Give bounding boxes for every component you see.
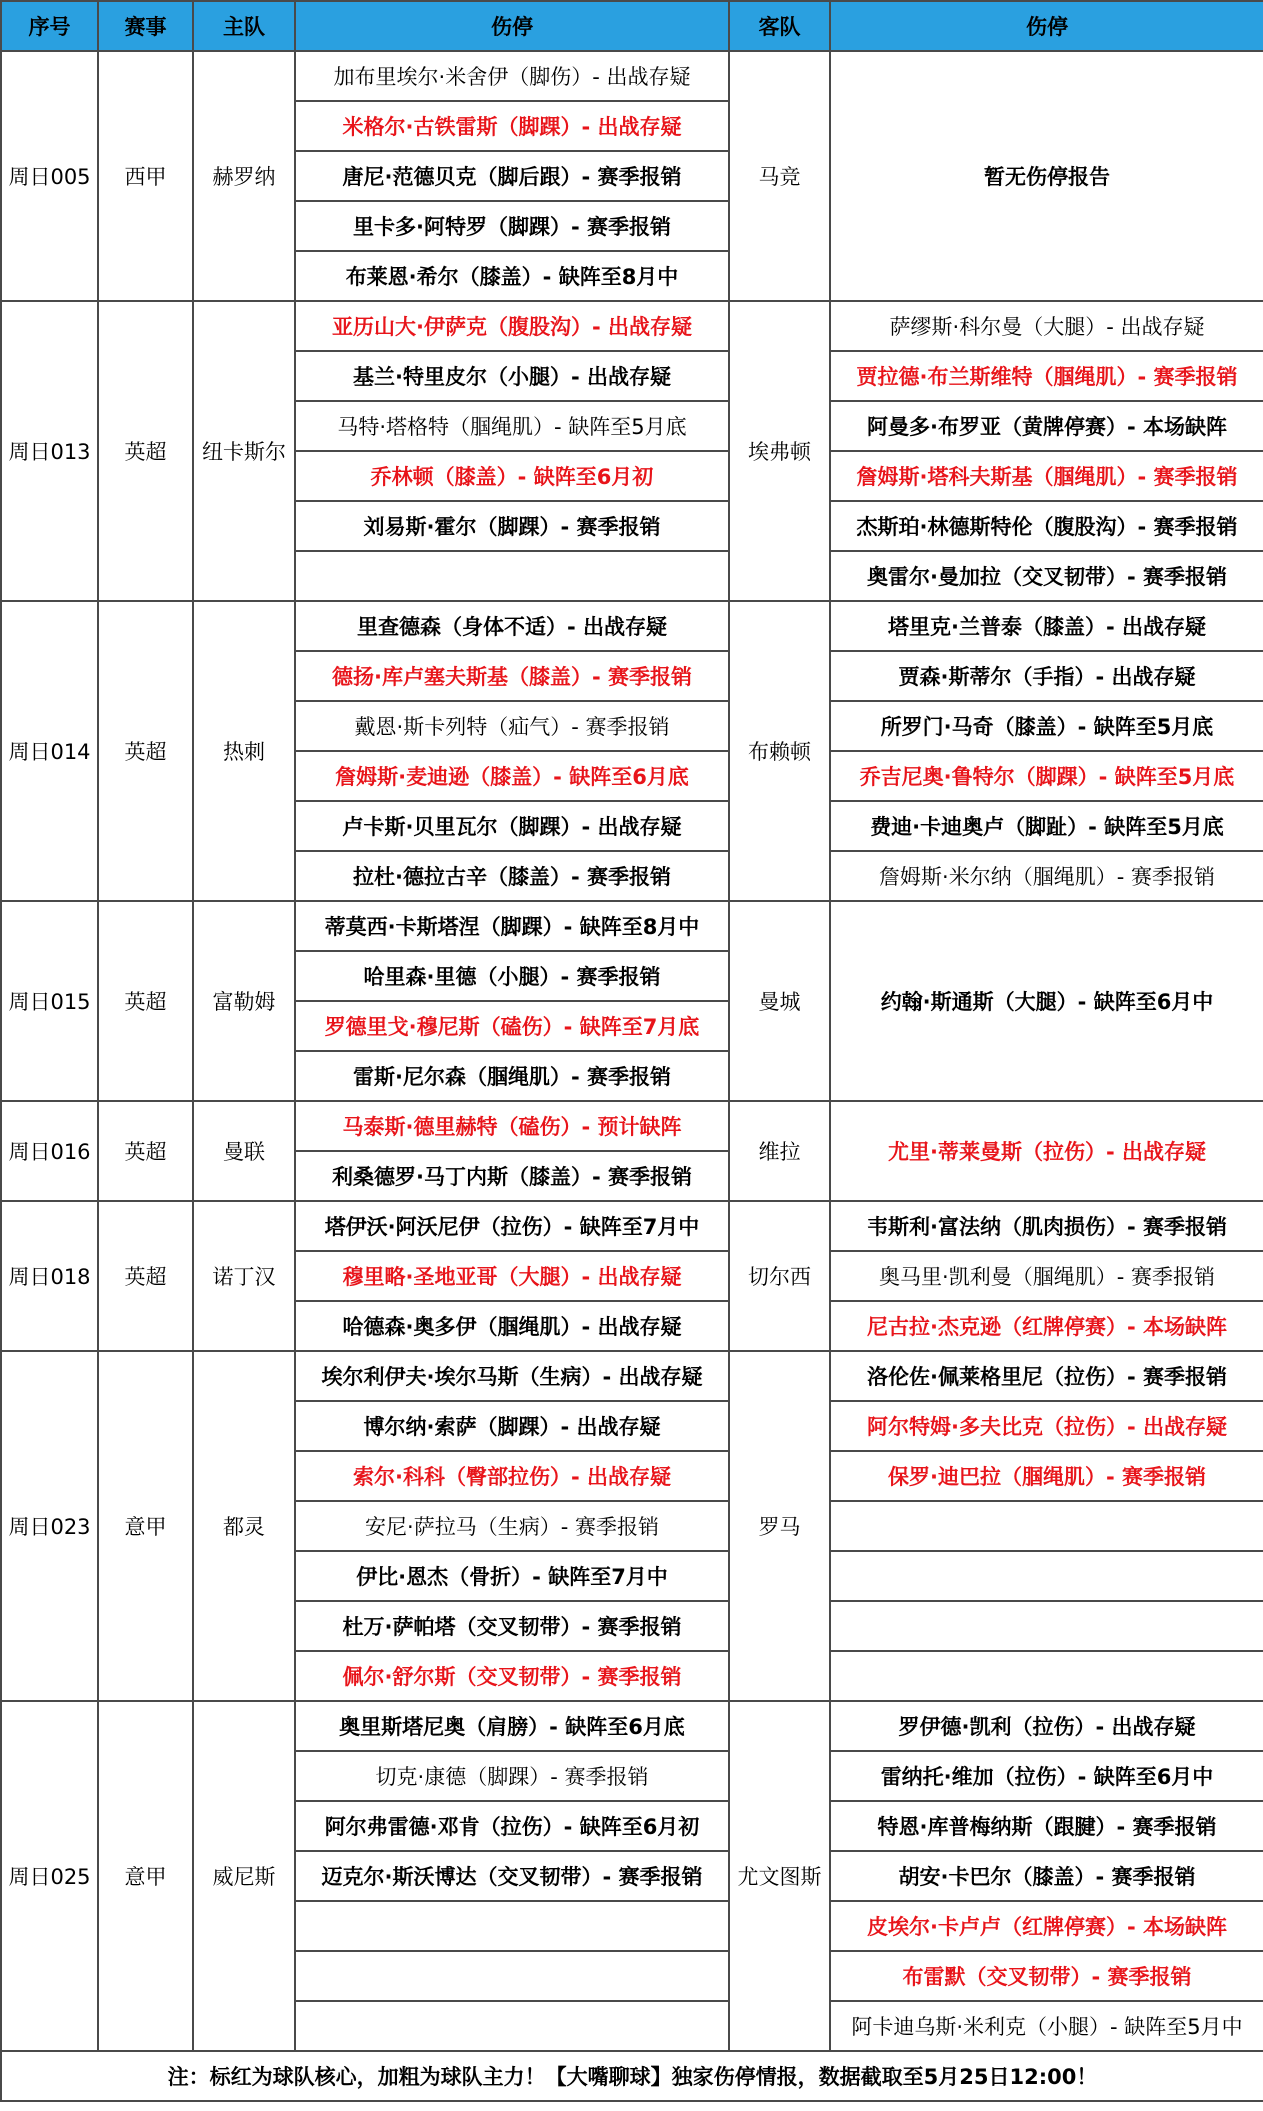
away-injury-cell: 阿尔特姆·多夫比克（拉伤）- 出战存疑	[830, 1401, 1263, 1451]
home-injury-cell: 唐尼·范德贝克（脚后跟）- 赛季报销	[295, 151, 729, 201]
match-seq: 周日023	[1, 1351, 98, 1701]
home-injury-cell: 雷斯·尼尔森（腘绳肌）- 赛季报销	[295, 1051, 729, 1101]
home-injury-cell: 穆里略·圣地亚哥（大腿）- 出战存疑	[295, 1251, 729, 1301]
away-injury-cell: 阿曼多·布罗亚（黄牌停赛）- 本场缺阵	[830, 401, 1263, 451]
home-injury-cell: 杜万·萨帕塔（交叉韧带）- 赛季报销	[295, 1601, 729, 1651]
home-injury-cell: 里卡多·阿特罗（脚踝）- 赛季报销	[295, 201, 729, 251]
home-team: 都灵	[193, 1351, 295, 1701]
away-injury-cell: 布雷默（交叉韧带）- 赛季报销	[830, 1951, 1263, 2001]
away-team: 马竞	[729, 51, 830, 301]
away-injury-cell: 雷纳托·维加（拉伤）- 缺阵至6月中	[830, 1751, 1263, 1801]
header-league: 赛事	[98, 1, 193, 51]
away-injury-cell: 所罗门·马奇（膝盖）- 缺阵至5月底	[830, 701, 1263, 751]
home-team: 赫罗纳	[193, 51, 295, 301]
home-injury-cell: 罗德里戈·穆尼斯（磕伤）- 缺阵至7月底	[295, 1001, 729, 1051]
match-seq: 周日013	[1, 301, 98, 601]
home-injury-cell: 基兰·特里皮尔（小腿）- 出战存疑	[295, 351, 729, 401]
match-league: 英超	[98, 1101, 193, 1201]
home-injury-cell: 米格尔·古铁雷斯（脚踝）- 出战存疑	[295, 101, 729, 151]
home-injury-cell	[295, 1951, 729, 2001]
table-row	[1, 1351, 1263, 1401]
home-injury-cell: 哈里森·里德（小腿）- 赛季报销	[295, 951, 729, 1001]
home-injury-cell: 戴恩·斯卡列特（疝气）- 赛季报销	[295, 701, 729, 751]
away-injury-cell: 乔吉尼奥·鲁特尔（脚踝）- 缺阵至5月底	[830, 751, 1263, 801]
table-row	[1, 601, 1263, 651]
match-league: 意甲	[98, 1701, 193, 2051]
header-home: 主队	[193, 1, 295, 51]
match-seq: 周日014	[1, 601, 98, 901]
table-row	[1, 301, 1263, 351]
away-injury-cell: 贾森·斯蒂尔（手指）- 出战存疑	[830, 651, 1263, 701]
home-team: 富勒姆	[193, 901, 295, 1101]
table-row	[1, 901, 1263, 951]
header-away: 客队	[729, 1, 830, 51]
away-injury-cell: 韦斯利·富法纳（肌肉损伤）- 赛季报销	[830, 1201, 1263, 1251]
away-injury-cell: 尤里·蒂莱曼斯（拉伤）- 出战存疑	[830, 1101, 1263, 1201]
home-injury-cell: 埃尔利伊夫·埃尔马斯（生病）- 出战存疑	[295, 1351, 729, 1401]
home-injury-cell: 德扬·库卢塞夫斯基（膝盖）- 赛季报销	[295, 651, 729, 701]
home-injury-cell: 亚历山大·伊萨克（腹股沟）- 出战存疑	[295, 301, 729, 351]
home-injury-cell: 蒂莫西·卡斯塔涅（脚踝）- 缺阵至8月中	[295, 901, 729, 951]
away-injury-cell: 特恩·库普梅纳斯（跟腱）- 赛季报销	[830, 1801, 1263, 1851]
away-team: 布赖顿	[729, 601, 830, 901]
home-team: 诺丁汉	[193, 1201, 295, 1351]
away-injury-cell: 贾拉德·布兰斯维特（腘绳肌）- 赛季报销	[830, 351, 1263, 401]
away-injury-cell	[830, 1501, 1263, 1551]
home-injury-cell: 哈德森·奥多伊（腘绳肌）- 出战存疑	[295, 1301, 729, 1351]
home-team: 纽卡斯尔	[193, 301, 295, 601]
home-injury-cell: 伊比·恩杰（骨折）- 缺阵至7月中	[295, 1551, 729, 1601]
home-injury-cell	[295, 1901, 729, 1951]
home-injury-cell: 马泰斯·德里赫特（磕伤）- 预计缺阵	[295, 1101, 729, 1151]
home-team: 威尼斯	[193, 1701, 295, 2051]
home-injury-cell: 佩尔·舒尔斯（交叉韧带）- 赛季报销	[295, 1651, 729, 1701]
away-injury-cell: 萨缪斯·科尔曼（大腿）- 出战存疑	[830, 301, 1263, 351]
match-league: 英超	[98, 1201, 193, 1351]
home-injury-cell: 切克·康德（脚踝）- 赛季报销	[295, 1751, 729, 1801]
away-injury-cell	[830, 1551, 1263, 1601]
match-league: 意甲	[98, 1351, 193, 1701]
away-injury-cell: 阿卡迪乌斯·米利克（小腿）- 缺阵至5月中	[830, 2001, 1263, 2051]
match-seq: 周日015	[1, 901, 98, 1101]
home-injury-cell: 迈克尔·斯沃博达（交叉韧带）- 赛季报销	[295, 1851, 729, 1901]
match-seq: 周日018	[1, 1201, 98, 1351]
away-team: 罗马	[729, 1351, 830, 1701]
home-injury-cell: 乔林顿（膝盖）- 缺阵至6月初	[295, 451, 729, 501]
match-league: 英超	[98, 901, 193, 1101]
note-text: 注：标红为球队核心，加粗为球队主力！【大嘴聊球】独家伤停情报，数据截取至5月25日12:00！	[1, 2051, 1263, 2101]
away-injury-cell: 暂无伤停报告	[830, 51, 1263, 301]
header-row	[1, 1, 1263, 51]
match-seq: 周日016	[1, 1101, 98, 1201]
away-team: 切尔西	[729, 1201, 830, 1351]
table-row	[1, 1701, 1263, 1751]
home-injury-cell: 里查德森（身体不适）- 出战存疑	[295, 601, 729, 651]
away-injury-cell	[830, 1651, 1263, 1701]
table-row	[1, 51, 1263, 101]
away-injury-cell	[830, 1601, 1263, 1651]
away-injury-cell: 詹姆斯·米尔纳（腘绳肌）- 赛季报销	[830, 851, 1263, 901]
match-seq: 周日005	[1, 51, 98, 301]
match-league: 英超	[98, 301, 193, 601]
away-team: 尤文图斯	[729, 1701, 830, 2051]
away-injury-cell: 尼古拉·杰克逊（红牌停赛）- 本场缺阵	[830, 1301, 1263, 1351]
table-row	[1, 1201, 1263, 1251]
match-league: 西甲	[98, 51, 193, 301]
away-injury-cell: 约翰·斯通斯（大腿）- 缺阵至6月中	[830, 901, 1263, 1101]
home-team: 热刺	[193, 601, 295, 901]
match-league: 英超	[98, 601, 193, 901]
away-team: 曼城	[729, 901, 830, 1101]
header-seq: 序号	[1, 1, 98, 51]
home-injury-cell: 塔伊沃·阿沃尼伊（拉伤）- 缺阵至7月中	[295, 1201, 729, 1251]
away-injury-cell: 塔里克·兰普泰（膝盖）- 出战存疑	[830, 601, 1263, 651]
table-row	[1, 1101, 1263, 1151]
match-seq: 周日025	[1, 1701, 98, 2051]
away-injury-cell: 詹姆斯·塔科夫斯基（腘绳肌）- 赛季报销	[830, 451, 1263, 501]
home-team: 曼联	[193, 1101, 295, 1201]
away-injury-cell: 保罗·迪巴拉（腘绳肌）- 赛季报销	[830, 1451, 1263, 1501]
away-injury-cell: 费迪·卡迪奥卢（脚趾）- 缺阵至5月底	[830, 801, 1263, 851]
home-injury-cell: 安尼·萨拉马（生病）- 赛季报销	[295, 1501, 729, 1551]
away-injury-cell: 皮埃尔·卡卢卢（红牌停赛）- 本场缺阵	[830, 1901, 1263, 1951]
home-injury-cell: 加布里埃尔·米舍伊（脚伤）- 出战存疑	[295, 51, 729, 101]
home-injury-cell: 索尔·科科（臀部拉伤）- 出战存疑	[295, 1451, 729, 1501]
away-team: 维拉	[729, 1101, 830, 1201]
home-injury-cell: 阿尔弗雷德·邓肯（拉伤）- 缺阵至6月初	[295, 1801, 729, 1851]
note-row	[1, 2051, 1263, 2101]
away-injury-cell: 杰斯珀·林德斯特伦（腹股沟）- 赛季报销	[830, 501, 1263, 551]
away-injury-cell: 罗伊德·凯利（拉伤）- 出战存疑	[830, 1701, 1263, 1751]
away-team: 埃弗顿	[729, 301, 830, 601]
home-injury-cell: 卢卡斯·贝里瓦尔（脚踝）- 出战存疑	[295, 801, 729, 851]
header-away-injury: 伤停	[830, 1, 1263, 51]
away-injury-cell: 奥雷尔·曼加拉（交叉韧带）- 赛季报销	[830, 551, 1263, 601]
away-injury-cell: 奥马里·凯利曼（腘绳肌）- 赛季报销	[830, 1251, 1263, 1301]
home-injury-cell: 博尔纳·索萨（脚踝）- 出战存疑	[295, 1401, 729, 1451]
home-injury-cell: 刘易斯·霍尔（脚踝）- 赛季报销	[295, 501, 729, 551]
home-injury-cell: 奥里斯塔尼奥（肩膀）- 缺阵至6月底	[295, 1701, 729, 1751]
home-injury-cell	[295, 2001, 729, 2051]
home-injury-cell: 布莱恩·希尔（膝盖）- 缺阵至8月中	[295, 251, 729, 301]
home-injury-cell: 利桑德罗·马丁内斯（膝盖）- 赛季报销	[295, 1151, 729, 1201]
home-injury-cell: 詹姆斯·麦迪逊（膝盖）- 缺阵至6月底	[295, 751, 729, 801]
table-body	[1, 51, 1263, 2051]
away-injury-cell: 洛伦佐·佩莱格里尼（拉伤）- 赛季报销	[830, 1351, 1263, 1401]
away-injury-cell: 胡安·卡巴尔（膝盖）- 赛季报销	[830, 1851, 1263, 1901]
home-injury-cell: 马特·塔格特（腘绳肌）- 缺阵至5月底	[295, 401, 729, 451]
home-injury-cell: 拉杜·德拉古辛（膝盖）- 赛季报销	[295, 851, 729, 901]
home-injury-cell	[295, 551, 729, 601]
header-home-injury: 伤停	[295, 1, 729, 51]
